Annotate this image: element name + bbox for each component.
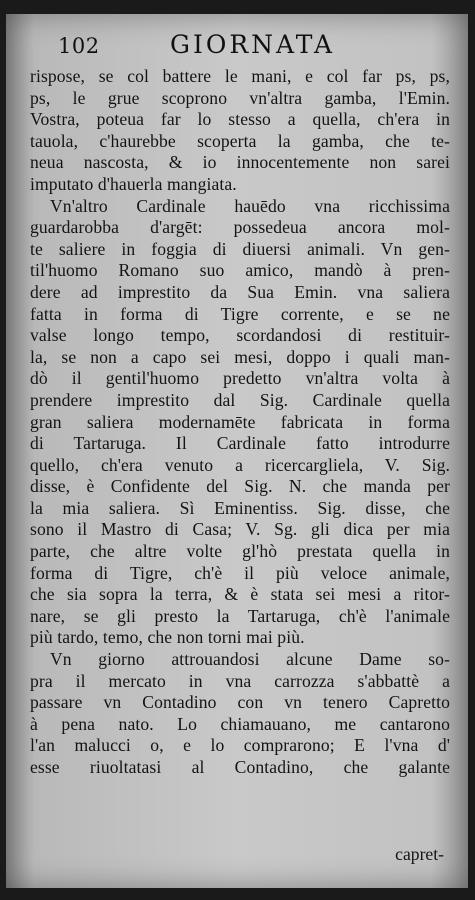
text-line: parte, che altre volte gl'hò prestata quella in <box>30 541 450 562</box>
page-header <box>58 30 448 64</box>
text-line: dere ad imprestito da Sua Emin. vna saliera <box>30 281 450 302</box>
page-number: 102 <box>58 34 100 58</box>
running-title: GIORNATA <box>170 30 336 59</box>
text-line: rispose, se col battere le mani, e col far ps, ps, <box>30 66 450 86</box>
text-line: gran saliera modernamēte fabricata in forma <box>30 411 450 432</box>
text-line: guardarobba d'argēt: possedeua ancora mol- <box>30 217 450 238</box>
text-line: disse, è Confidente del Sig. N. che manda per <box>30 476 450 497</box>
text-line: passare vn Contadino con vn tenero Capretto <box>30 692 450 713</box>
book-page <box>6 14 468 888</box>
text-line: tauola, c'haurebbe scoperta la gamba, che te- <box>30 130 450 151</box>
text-line: Vostra, poteua far lo stesso a quella, ch'era in <box>30 109 450 130</box>
text-line: esse riuoltatasi al Contadino, che galante <box>30 757 450 777</box>
text-line: la, se non a capo sei mesi, doppo i quali man- <box>30 346 450 367</box>
text-line: nare, se gli presto la Tartaruga, ch'è l'animale <box>30 605 450 626</box>
text-line: la mia saliera. Sì Eminentiss. Sig. disse, che <box>30 497 450 518</box>
text-line: ps, le grue scoprono vn'altra gamba, l'Emin. <box>30 87 450 108</box>
text-line: à pena nato. Lo chiamauano, me cantarono <box>30 713 450 734</box>
text-line: sono il Mastro di Casa; V. Sg. gli dica per mia <box>30 519 450 540</box>
text-line: valse longo tempo, scordandosi di restituir- <box>30 325 450 346</box>
text-line: pra il mercato in vna carrozza s'abbattè a <box>30 670 450 691</box>
text-line: che sia sopra la terra, & è stata sei mesi a ritor- <box>30 584 450 605</box>
text-line: forma di Tigre, ch'è il più veloce animale, <box>30 562 450 583</box>
text-line: Vn giorno attrouandosi alcune Dame so- <box>50 649 450 670</box>
text-line: dò il gentil'huomo predetto vn'altra volta à <box>30 368 450 389</box>
text-line: neua nascosta, & io innocentemente non sarei <box>30 152 450 173</box>
page-body <box>30 66 450 779</box>
text-line: più tardo, temo, che non torni mai più. <box>30 627 305 648</box>
text-line: quello, ch'era venuto a ricercargliela, V. Sig. <box>30 454 450 475</box>
text-line: fatta in forma di Tigre corrente, e se ne <box>30 303 450 324</box>
catchword: capret- <box>395 844 444 864</box>
text-line: l'an malucci o, e lo comprarono; E l'vna d' <box>30 735 450 756</box>
text-line: imputato d'hauerla mangiata. <box>30 173 237 194</box>
text-line: te saliere in foggia di diuersi animali. Vn gen- <box>30 238 450 259</box>
text-line: Vn'altro Cardinale hauēdo vna ricchissima <box>50 195 450 216</box>
text-line: di Tartaruga. Il Cardinale fatto introdurre <box>30 433 450 454</box>
text-line: til'huomo Romano suo amico, mandò à pren- <box>30 260 450 281</box>
text-line: prendere imprestito dal Sig. Cardinale quella <box>30 389 450 410</box>
